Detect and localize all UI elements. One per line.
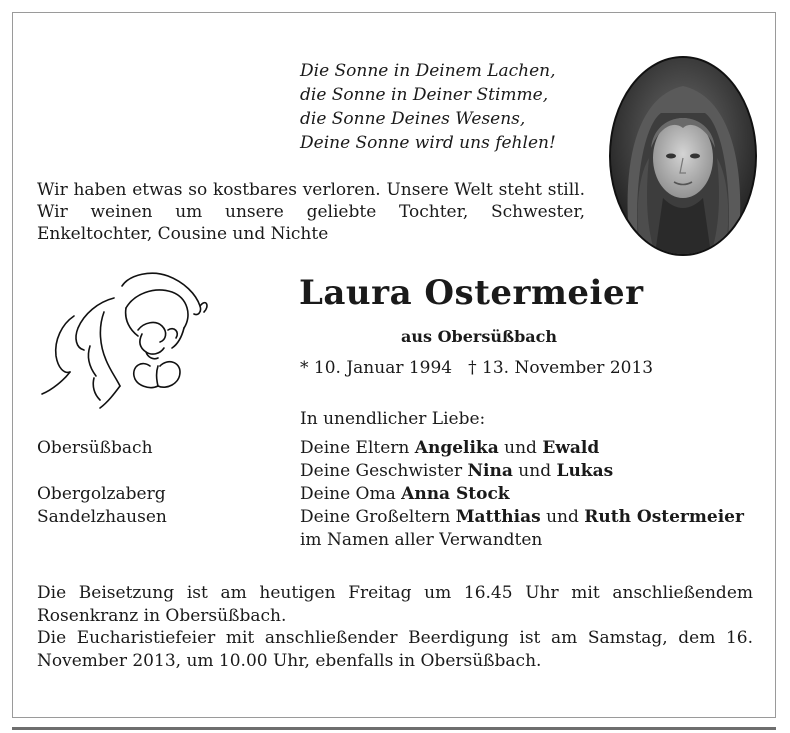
mourner-line: Deine Geschwister Nina und Lukas <box>300 461 614 481</box>
poem-line: die Sonne Deines Wesens, <box>300 109 526 129</box>
burial-info: Die Beisetzung ist am heutigen Freitag um 16.45 Uhr mit anschließendem Rosenkranz in Obersüßbach. <box>37 583 753 626</box>
intro-text: Wir haben etwas so kostbares verloren. Unsere Welt steht still. Wir weinen um unsere geliebte Tochter, Schwester, Enkeltochter, Cousine und Nichte <box>37 180 585 244</box>
origin-line: aus Obersüßbach <box>401 327 558 346</box>
places-column <box>37 437 167 529</box>
dates-line <box>300 358 653 378</box>
mourner-line: Deine Oma Anna Stock <box>300 484 510 504</box>
mourner-line: Deine Großeltern Matthias und Ruth Ostermeier <box>300 507 744 527</box>
birth-date: * 10. Januar 1994 <box>300 358 453 378</box>
mourners-list <box>300 437 744 552</box>
place-name: Sandelzhausen <box>37 507 167 527</box>
deceased-name: Laura Ostermeier <box>299 273 644 313</box>
mourner-line: Deine Eltern Angelika und Ewald <box>300 438 600 458</box>
mourner-line: im Namen aller Verwandten <box>300 530 543 550</box>
angel-icon <box>34 268 214 422</box>
death-date: † 13. November 2013 <box>468 358 654 378</box>
place-name: Obersüßbach <box>37 438 153 458</box>
place-name: Obergolzaberg <box>37 484 166 504</box>
poem <box>300 59 556 155</box>
portrait-photo <box>609 56 757 256</box>
funeral-details <box>37 582 753 672</box>
poem-line: Deine Sonne wird uns fehlen! <box>300 133 556 153</box>
bottom-rule <box>12 727 776 730</box>
service-info: Die Eucharistiefeier mit anschließender Beerdigung ist am Samstag, dem 16. November 2013, um 10.00 Uhr, ebenfalls in Obersüßbach. <box>37 628 753 671</box>
poem-line: Die Sonne in Deinem Lachen, <box>300 61 556 81</box>
place-name <box>37 460 167 483</box>
mourners-intro: In unendlicher Liebe: <box>300 409 486 429</box>
poem-line: die Sonne in Deiner Stimme, <box>300 85 549 105</box>
